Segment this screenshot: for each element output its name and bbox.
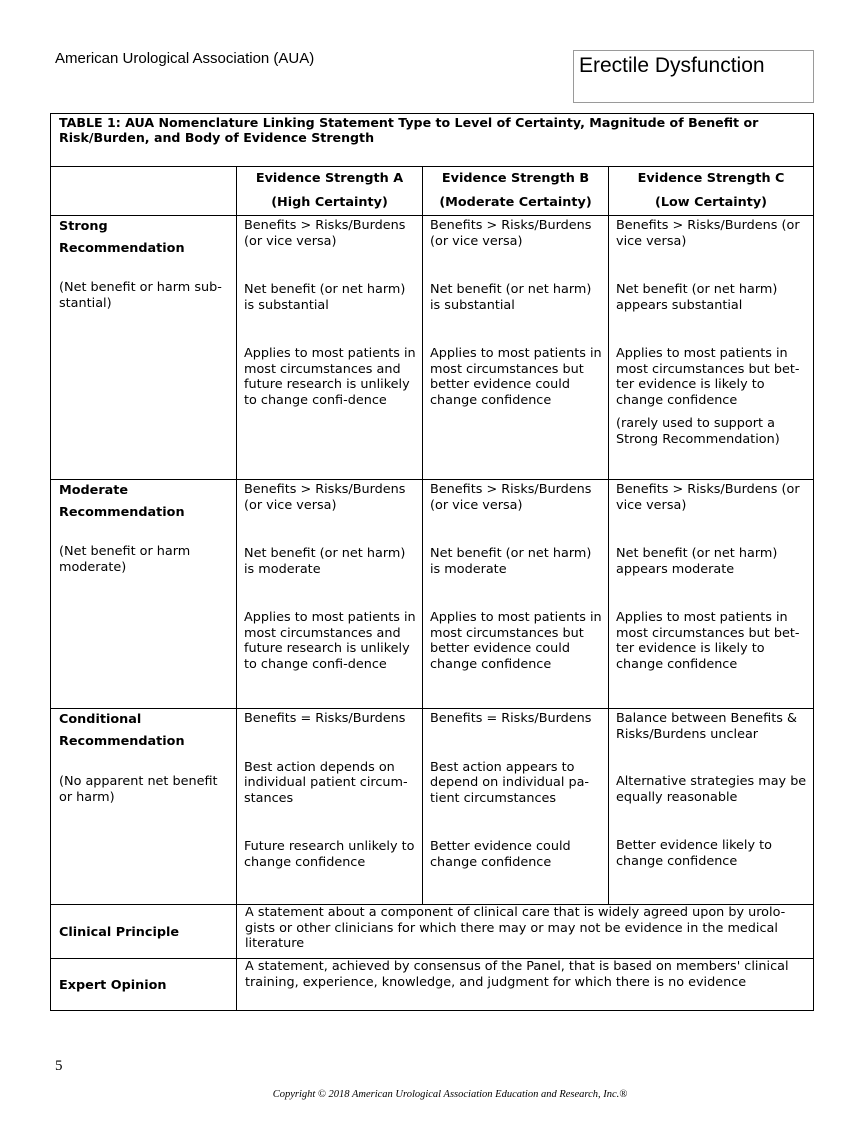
cell-text: Better evidence likely to change confidence [616,838,772,869]
cell-text: Applies to most patients in most circumstances but bet-ter evidence is likely to change confidence [616,610,800,672]
cell-text: Net benefit (or net harm) is moderate [244,546,406,577]
cell-text: Net benefit (or net harm) is substantial [430,282,592,313]
cell-text: Best action appears to depend on individual pa-tient circumstances [430,759,590,806]
cell-text: Applies to most patients in most circumstances but better evidence could change confidence [430,610,602,672]
cell-text: Net benefit (or net harm) appears substantial [616,282,778,313]
table-caption: TABLE 1: AUA Nomenclature Linking Statement Type to Level of Certainty, Magnitude of Benefit or Risk/Burden, and Body of Evidence Strength [51,114,814,167]
table-cell [423,216,609,480]
table-cell [423,480,609,709]
cell-text: Net benefit (or net harm) is substantial [244,282,406,313]
column-title: Evidence Strength B [441,171,590,186]
header-empty-cell [51,167,237,216]
cell-text: Applies to most patients in most circumstances but bet-ter evidence is likely to change confidence [616,346,800,408]
column-title: Evidence Strength C [637,171,785,186]
cell-text: Benefits > Risks/Burdens (or vice versa) [244,482,406,513]
cell-text: Benefits > Risks/Burdens (or vice versa) [616,482,800,513]
table-row-conditional [51,709,814,905]
table-cell [237,709,423,905]
row-title: Moderate [59,483,129,498]
table-cell [423,709,609,905]
column-header-b [423,167,609,216]
column-header-c [609,167,814,216]
row-description: (Net benefit or harm sub-stantial) [59,280,222,311]
table-row-moderate [51,480,814,709]
cell-text: Alternative strategies may be equally reasonable [616,774,807,805]
row-description: (Net benefit or harm moderate) [59,544,191,575]
table-cell [237,480,423,709]
cell-text: Benefits > Risks/Burdens (or vice versa) [430,482,592,513]
column-subtitle: (High Certainty) [271,195,388,210]
row-label [51,216,237,480]
row-title: Recommendation [59,734,185,749]
column-subtitle: (Low Certainty) [655,195,768,210]
cell-text: Best action depends on individual patient circum-stances [244,759,408,806]
table-cell [609,216,814,480]
row-label [51,709,237,905]
cell-text: Benefits = Risks/Burdens [430,711,592,726]
row-label [51,480,237,709]
table-cell [609,709,814,905]
cell-text: Benefits > Risks/Burdens (or vice versa) [244,218,406,249]
row-description: (No apparent net benefit or harm) [59,774,218,805]
page-number: 5 [55,1058,63,1074]
row-title: Recommendation [59,505,185,520]
cell-text: Net benefit (or net harm) appears moderate [616,546,778,577]
organization-name: American Urological Association (AUA) [55,50,315,67]
cell-text: Benefits > Risks/Burdens (or vice versa) [430,218,592,249]
table-cell [609,480,814,709]
row-title: Strong [59,219,108,234]
document-title-box [573,50,814,103]
nomenclature-table [50,113,814,1011]
cell-text: Benefits > Risks/Burdens (or vice versa) [616,218,800,249]
cell-text: Benefits = Risks/Burdens [244,711,406,726]
document-title: Erectile Dysfunction [579,54,765,77]
cell-text: Applies to most patients in most circumstances and future research is unlikely to change confi-dence [244,346,416,408]
table-row-strong [51,216,814,480]
cell-text: Balance between Benefits & Risks/Burdens unclear [616,711,797,742]
column-header-a [237,167,423,216]
row-title: Recommendation [59,241,185,256]
column-title: Evidence Strength A [255,171,404,186]
table-cell: A statement about a component of clinical care that is widely agreed upon by urolo-gists or other clinicians for which there may or may not be evidence in the medical literature [237,905,814,959]
table-row-clinical-principle [51,905,814,959]
cell-text: Better evidence could change confidence [430,839,571,870]
cell-text: Applies to most patients in most circumstances and future research is unlikely to change confi-dence [244,610,416,672]
row-title: Conditional [59,712,142,727]
cell-text: Net benefit (or net harm) is moderate [430,546,592,577]
table-cell [237,216,423,480]
row-label: Clinical Principle [51,905,237,959]
copyright-notice: Copyright © 2018 American Urological Association Education and Research, Inc.® [272,1089,628,1100]
cell-text: Future research unlikely to change confidence [244,839,415,870]
table-cell: A statement, achieved by consensus of the Panel, that is based on members' clinical training, experience, knowledge, and judgment for which there is no evidence [237,959,814,1011]
cell-text: Applies to most patients in most circumstances but better evidence could change confidence [430,346,602,408]
cell-text: (rarely used to support a Strong Recommendation) [616,416,780,447]
row-label: Expert Opinion [51,959,237,1011]
column-subtitle: (Moderate Certainty) [439,195,592,210]
table-row-expert-opinion [51,959,814,1011]
